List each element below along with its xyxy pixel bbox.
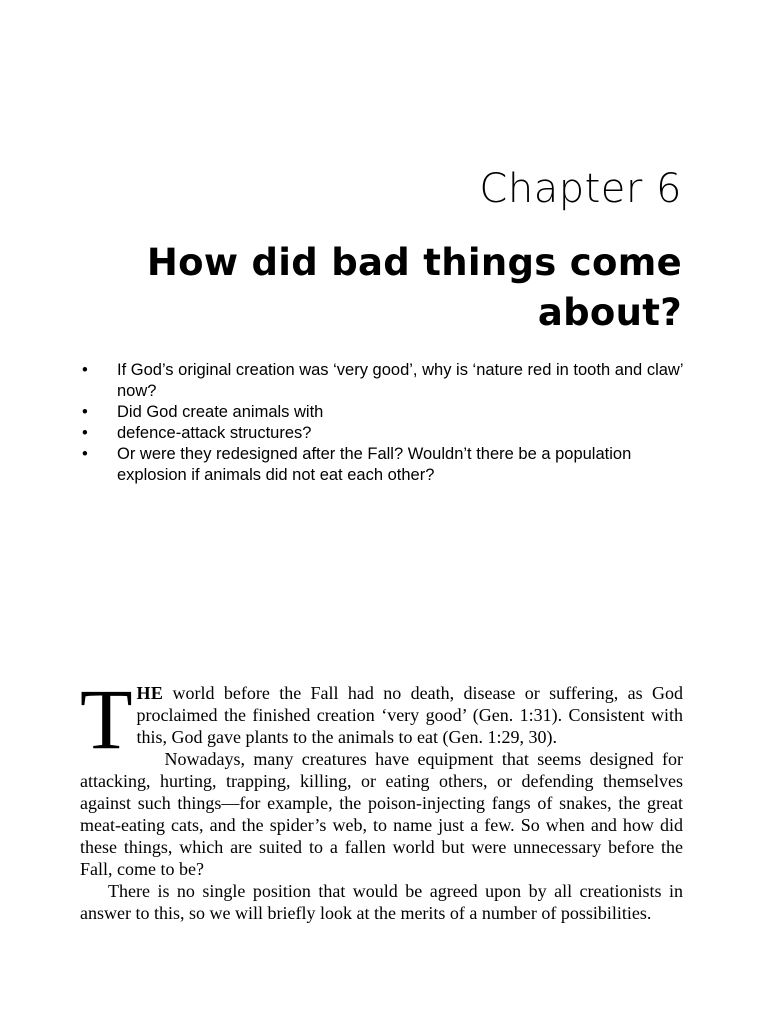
question-text: If God’s original creation was ‘very good’, why is ‘nature red in tooth and claw’ now? [117, 361, 683, 400]
list-item [82, 444, 692, 486]
paragraph-text: world before the Fall had no death, disease or suffering, as God proclaimed the finished creation ‘very good’ (Gen. 1:31). Consistent with this, God gave plants to the animals to eat (Gen. 1:29, 30). [136, 683, 683, 747]
bullet-icon: • [82, 403, 88, 421]
body-text [80, 671, 683, 924]
paragraph: There is no single position that would be agreed upon by all creationists in answer to this, so we will briefly look at the merits of a number of possibilities. [80, 881, 683, 923]
list-item [82, 402, 692, 423]
drop-cap: T [80, 671, 133, 767]
chapter-label: Chapter 6 [479, 166, 682, 212]
chapter-title: How did bad things come about? [146, 241, 682, 334]
list-item [82, 423, 692, 444]
bullet-icon: • [82, 445, 88, 463]
bullet-icon: • [82, 424, 88, 442]
question-text: Or were they redesigned after the Fall? Wouldn’t there be a population explosion if animals did not eat each other? [117, 445, 632, 484]
paragraph [80, 671, 683, 767]
bullet-icon: • [82, 361, 88, 379]
list-item [82, 360, 692, 402]
paragraph: Nowadays, many creatures have equipment that seems designed for attacking, hurting, trapping, killing, or eating others, or defending themselves against such things—for example, the poison-injecting fangs of snakes, the great meat-eating cats, and the spider’s web, to name just a few. So when and how did these things, which are suited to a fallen world but were unnecessary before the Fall, come to be? [80, 749, 683, 879]
question-list [82, 360, 692, 486]
question-text: defence-attack structures? [117, 424, 312, 442]
lead-word: HE [136, 683, 164, 703]
question-text: Did God create animals with [117, 403, 324, 421]
